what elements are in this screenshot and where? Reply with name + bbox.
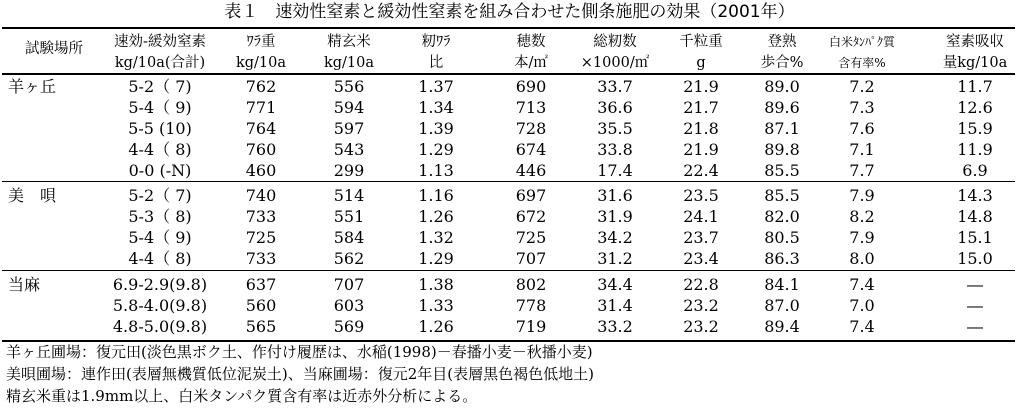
table-cell: 733 (245, 207, 277, 226)
table-cell: 33.7 (597, 77, 633, 96)
table-cell: 719 (515, 317, 547, 336)
nitrogen-treatment: 6.9-2.9(9.8) (112, 275, 208, 294)
table-cell: 637 (245, 275, 277, 294)
nitrogen-treatment: 4-4（ 8) (128, 249, 192, 268)
table-cell: 674 (515, 140, 547, 159)
column-header-unit: kg/10a(合計) (114, 55, 206, 71)
column-header: 総籾数 (593, 34, 637, 50)
table-cell: 762 (245, 77, 277, 96)
table-cell: 21.9 (683, 140, 719, 159)
table-cell: 707 (515, 249, 547, 268)
table-cell: 23.4 (683, 249, 719, 268)
table-cell: 707 (333, 275, 365, 294)
table-cell: 760 (245, 140, 277, 159)
table-cell: 11.7 (957, 77, 993, 96)
table-cell: 1.29 (418, 140, 454, 159)
nitrogen-treatment: 5-2（ 7) (128, 186, 192, 205)
table-cell: 84.1 (764, 275, 800, 294)
table-cell: 23.2 (683, 317, 719, 336)
table-cell: 802 (515, 275, 547, 294)
table-cell: 556 (333, 77, 365, 96)
table-cell: 17.4 (597, 161, 633, 180)
table-cell: 24.1 (683, 207, 719, 226)
nitrogen-treatment: 5-4（ 9) (128, 98, 192, 117)
column-header: ﾜﾗ重 (246, 34, 276, 50)
table-cell: 89.6 (764, 98, 800, 117)
table-cell: 1.29 (418, 249, 454, 268)
table-cell: 562 (333, 249, 365, 268)
table-cell: 672 (515, 207, 547, 226)
table-cell: 11.9 (957, 140, 993, 159)
nitrogen-treatment: 5-4（ 9) (128, 228, 192, 247)
column-header-unit: kg/10a (235, 55, 287, 71)
table-cell: 82.0 (764, 207, 800, 226)
column-header-unit: kg/10a (323, 55, 375, 71)
table-cell: ― (967, 275, 983, 294)
table-cell: 21.9 (683, 77, 719, 96)
table-cell: 33.8 (597, 140, 633, 159)
table-cell: 89.0 (764, 77, 800, 96)
nitrogen-treatment: 0-0 (-N) (128, 161, 192, 180)
table-cell: 1.26 (418, 317, 454, 336)
table-cell: 460 (245, 161, 277, 180)
table-cell: 778 (515, 296, 547, 315)
column-header: 千粒重 (679, 34, 723, 50)
table-cell: 728 (515, 119, 547, 138)
column-header: 穂数 (516, 34, 546, 50)
table-cell: 87.0 (764, 296, 800, 315)
nitrogen-treatment: 4.8-5.0(9.8) (112, 317, 208, 336)
site-name: 羊ヶ丘 (8, 77, 57, 96)
table-cell: 7.9 (849, 186, 875, 205)
column-header: 精玄米 (327, 34, 371, 50)
table-cell: 7.3 (849, 98, 875, 117)
table-cell: 740 (245, 186, 277, 205)
table-cell: 1.16 (418, 186, 454, 205)
table-cell: 36.6 (597, 98, 633, 117)
table-cell: 594 (333, 98, 365, 117)
column-header: 籾ﾜﾗ (421, 34, 451, 50)
site-name: 美 唄 (8, 186, 57, 205)
table-cell: 31.6 (597, 186, 633, 205)
table-cell: 15.1 (957, 228, 993, 247)
column-header-unit: 比 (428, 55, 444, 71)
table-cell: 87.1 (764, 119, 800, 138)
table-cell: 733 (245, 249, 277, 268)
table-cell: 34.2 (597, 228, 633, 247)
nitrogen-treatment: 5-2（ 7) (128, 77, 192, 96)
footnote: 美唄圃場：連作田(表層無機質低位泥炭土)、当麻圃場：復元2年目(表層黒色褐色低地土) (6, 365, 594, 383)
nitrogen-treatment: 5-3（ 8) (128, 207, 192, 226)
table-cell: 446 (515, 161, 547, 180)
table-cell: 1.37 (418, 77, 454, 96)
table-cell: 7.9 (849, 228, 875, 247)
table-cell: 35.5 (597, 119, 633, 138)
table-rule (2, 340, 1015, 342)
column-header-unit: g (696, 55, 706, 71)
table-cell: 89.4 (764, 317, 800, 336)
table-cell: 22.8 (683, 275, 719, 294)
table-cell: 85.5 (764, 161, 800, 180)
table-cell: 725 (245, 228, 277, 247)
table-cell: 7.6 (849, 119, 875, 138)
column-header: 登熟 (767, 34, 797, 50)
table-cell: 14.3 (957, 186, 993, 205)
table-cell: 31.4 (597, 296, 633, 315)
table-cell: 569 (333, 317, 365, 336)
table-cell: 560 (245, 296, 277, 315)
table-cell: 7.4 (849, 275, 875, 294)
table-cell: 15.9 (957, 119, 993, 138)
column-header: 白米ﾀﾝﾊﾟｸ質 (828, 35, 895, 49)
table-cell: 551 (333, 207, 365, 226)
table-cell: 1.26 (418, 207, 454, 226)
table-cell: 80.5 (764, 228, 800, 247)
table-rule (2, 270, 1015, 271)
column-header-unit: 含有率% (838, 56, 886, 70)
footnote: 精玄米重は1.9mm以上、白米タンパク質含有率は近赤外分析による。 (6, 387, 478, 405)
table-rule (2, 181, 1015, 182)
table-cell: 1.34 (418, 98, 454, 117)
table-cell: 89.8 (764, 140, 800, 159)
table-title: 表１ 速効性窒素と緩効性窒素を組み合わせた側条施肥の効果（2001年） (224, 2, 795, 22)
table-cell: 8.2 (849, 207, 875, 226)
table-cell: ― (967, 296, 983, 315)
table-cell: 7.7 (849, 161, 875, 180)
table-cell: 597 (333, 119, 365, 138)
column-header-unit: 量kg/10a (942, 55, 1008, 71)
table-cell: 1.13 (418, 161, 454, 180)
table-cell: 725 (515, 228, 547, 247)
column-header-unit: ×1000/㎡ (580, 55, 650, 71)
table-cell: 7.1 (849, 140, 875, 159)
table-cell: 603 (333, 296, 365, 315)
nitrogen-treatment: 5-5 (10) (128, 119, 192, 138)
table-cell: 31.2 (597, 249, 633, 268)
table-cell: 23.7 (683, 228, 719, 247)
table-rule (2, 73, 1015, 75)
table-cell: 771 (245, 98, 277, 117)
table-cell: 8.0 (849, 249, 875, 268)
nitrogen-treatment: 5.8-4.0(9.8) (112, 296, 208, 315)
table-cell: 85.5 (764, 186, 800, 205)
column-header-unit: 歩合% (760, 55, 804, 71)
table-cell: 14.8 (957, 207, 993, 226)
table-cell: 31.9 (597, 207, 633, 226)
column-header: 試験場所 (25, 41, 83, 57)
table-cell: 584 (333, 228, 365, 247)
table-cell: 1.33 (418, 296, 454, 315)
table-cell: 543 (333, 140, 365, 159)
table-cell: 12.6 (957, 98, 993, 117)
table-cell: ― (967, 317, 983, 336)
column-header-unit: 本/㎡ (514, 55, 548, 71)
table-cell: 1.39 (418, 119, 454, 138)
table-cell: 565 (245, 317, 277, 336)
table-cell: 7.4 (849, 317, 875, 336)
table-cell: 22.4 (683, 161, 719, 180)
table-rule (2, 27, 1015, 29)
table-cell: 7.0 (849, 296, 875, 315)
table-cell: 34.4 (597, 275, 633, 294)
table-cell: 514 (333, 186, 365, 205)
table-cell: 21.7 (683, 98, 719, 117)
column-header: 速効-緩効窒素 (114, 34, 206, 50)
nitrogen-treatment: 4-4（ 8) (128, 140, 192, 159)
table-cell: 86.3 (764, 249, 800, 268)
table-cell: 23.2 (683, 296, 719, 315)
table-cell: 6.9 (962, 161, 988, 180)
site-name: 当麻 (8, 275, 41, 294)
table-cell: 1.38 (418, 275, 454, 294)
footnote: 羊ヶ丘圃場：復元田(淡色黒ボク土、作付け履歴は、水稲(1998)－春播小麦－秋播小麦) (6, 343, 593, 361)
table-cell: 7.2 (849, 77, 875, 96)
table-cell: 23.5 (683, 186, 719, 205)
table-cell: 15.0 (957, 249, 993, 268)
table-cell: 33.2 (597, 317, 633, 336)
table-cell: 299 (333, 161, 365, 180)
table-cell: 690 (515, 77, 547, 96)
table-cell: 1.32 (418, 228, 454, 247)
column-header: 窒素吸収 (946, 34, 1004, 50)
table-cell: 713 (515, 98, 547, 117)
table-cell: 697 (515, 186, 547, 205)
table-cell: 21.8 (683, 119, 719, 138)
table-cell: 764 (245, 119, 277, 138)
